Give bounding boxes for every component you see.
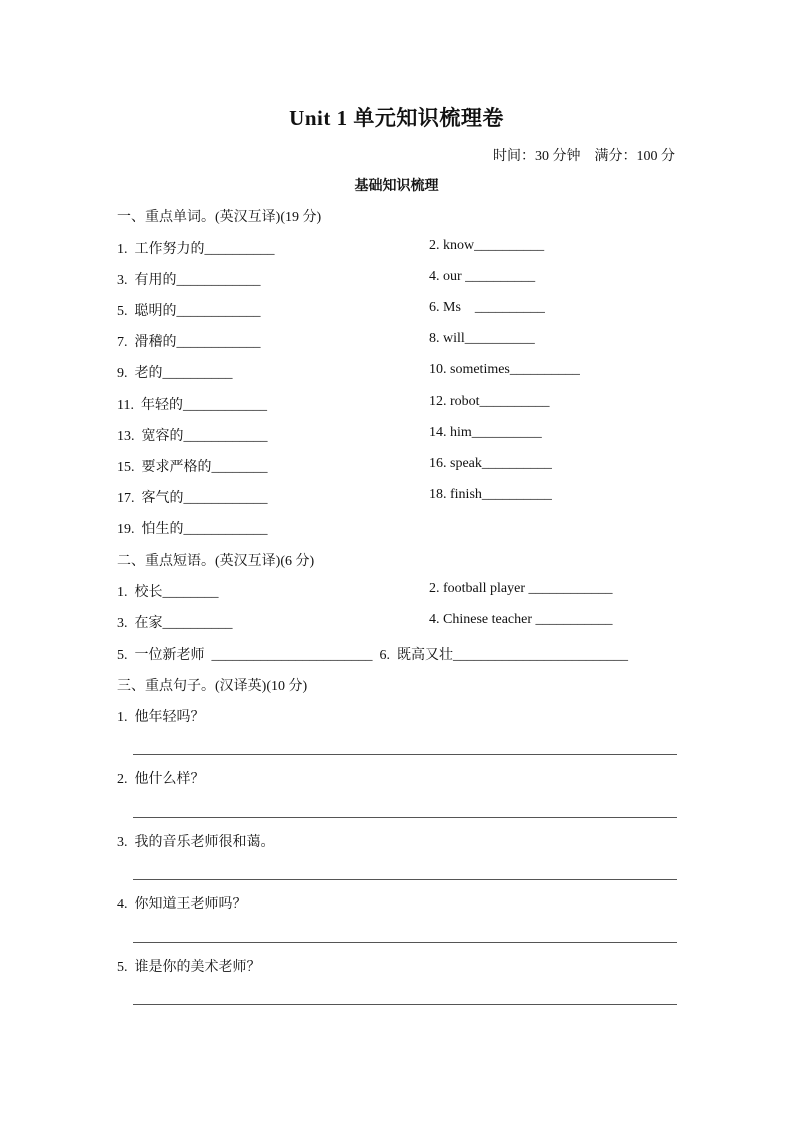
vocab-item-6: 6. Ms __________	[429, 300, 545, 315]
phrase-item-1: 1. 校长________	[117, 585, 219, 600]
vocab-item-11: 11. 年轻的____________	[117, 398, 267, 413]
sentence-question-3: 3. 我的音乐老师很和蔼。	[117, 835, 275, 850]
answer-line-4[interactable]	[133, 942, 677, 943]
section-subtitle: 基础知识梳理	[354, 179, 439, 194]
answer-line-3[interactable]	[133, 879, 677, 880]
phrase-item-4: 4. Chinese teacher ___________	[429, 612, 613, 627]
vocab-item-4: 4. our __________	[429, 269, 536, 284]
answer-line-1[interactable]	[133, 754, 677, 755]
phrase-items-5-6: 5. 一位新老师 _______________________ 6. 既高又壮_________________________	[117, 648, 628, 663]
vocab-item-19: 19. 怕生的____________	[117, 522, 268, 537]
sentence-question-2: 2. 他什么样？	[117, 772, 205, 787]
vocab-item-16: 16. speak__________	[429, 456, 552, 471]
phrase-item-3: 3. 在家__________	[117, 616, 233, 631]
vocab-item-12: 12. robot__________	[429, 394, 550, 409]
page-title: Unit 1 单元知识梳理卷	[289, 106, 504, 130]
exam-meta: 时间：30 分钟 满分：100 分	[493, 149, 675, 164]
vocab-item-1: 1. 工作努力的__________	[117, 242, 275, 257]
vocab-item-10: 10. sometimes__________	[429, 362, 580, 377]
section1-heading: 一、重点单词。(英汉互译)(19 分)	[117, 210, 322, 225]
answer-line-5[interactable]	[133, 1004, 677, 1005]
vocab-item-8: 8. will__________	[429, 331, 535, 346]
section2-heading: 二、重点短语。(英汉互译)(6 分)	[117, 554, 315, 569]
answer-line-2[interactable]	[133, 817, 677, 818]
vocab-item-18: 18. finish__________	[429, 487, 552, 502]
vocab-item-17: 17. 客气的____________	[117, 491, 268, 506]
vocab-item-5: 5. 聪明的____________	[117, 304, 261, 319]
phrase-item-2: 2. football player ____________	[429, 581, 613, 596]
vocab-item-2: 2. know__________	[429, 238, 545, 253]
sentence-question-1: 1. 他年轻吗？	[117, 710, 205, 725]
vocab-item-15: 15. 要求严格的________	[117, 460, 268, 475]
sentence-question-5: 5. 谁是你的美术老师？	[117, 960, 261, 975]
sentence-question-4: 4. 你知道王老师吗？	[117, 897, 247, 912]
vocab-item-13: 13. 宽容的____________	[117, 429, 268, 444]
section3-heading: 三、重点句子。(汉译英)(10 分)	[117, 679, 308, 694]
vocab-item-14: 14. him__________	[429, 425, 542, 440]
vocab-item-3: 3. 有用的____________	[117, 273, 261, 288]
vocab-item-7: 7. 滑稽的____________	[117, 335, 261, 350]
vocab-item-9: 9. 老的__________	[117, 366, 233, 381]
